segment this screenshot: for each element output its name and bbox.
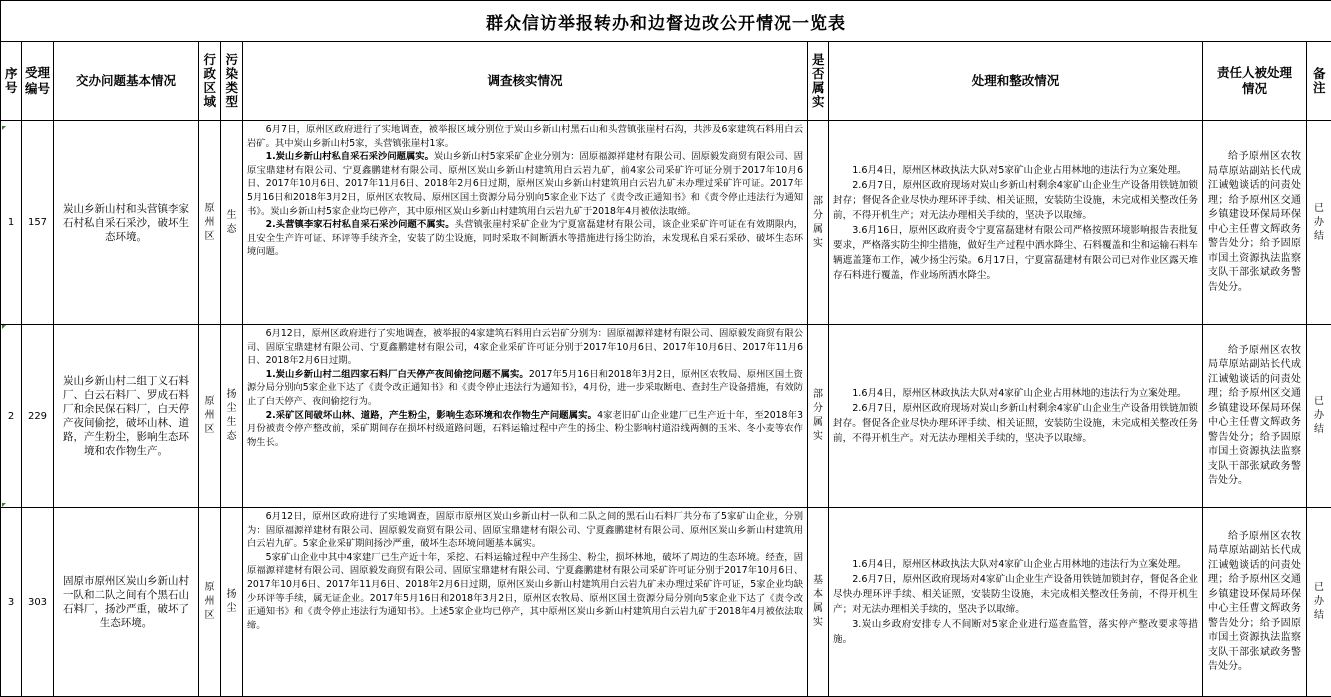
handling-item: 1.6月4日，原州区林政执法大队对5家矿山企业占用林地的违法行为立案处理。 — [833, 163, 1198, 178]
investigation-paragraph: 6月12日，原州区政府进行了实地调查，被举报的4家建筑石料用白云岩矿分别为：固原福源祥建材有限公司、固原毅发商贸有限公司、固原宝鼎建材有限公司、宁夏鑫鹏建材有限公司，4家企业采矿许可证分别于2017年10月6日、2017年10月6日、2017年11月6日、2018年2月6日过期。 — [247, 327, 803, 368]
row-handling — [829, 325, 1203, 508]
row-ptype: 生态 — [221, 121, 243, 325]
cell-comment-marker — [2, 325, 6, 329]
row-responsible: 给予原州区农牧局草原站副站长代成江诫勉谈话的问责处理；给予原州区交通乡镇建设环保局环保中心主任曹文辉政务警告处分；给予固原市国土资源执法监察支队干部张斌政务警告处分。 — [1203, 508, 1307, 697]
handling-item: 2.6月7日，原州区政府现场对炭山乡新山村剩余4家矿山企业生产设备用铁链加锁封存；督促各企业尽快办理环评手续、相关证照，安装防尘设施，未完成相关整改任务前，不得开机生产；对无法办理相关手续的，坚决予以取缔。 — [833, 178, 1198, 223]
row-investigation — [243, 508, 808, 697]
row-code: 157 — [22, 121, 54, 325]
row-verified: 部分属实 — [808, 121, 829, 325]
row-basic: 炭山乡新山村二组丁义石料厂、白云石料厂、罗成石料厂和余民保石料厂，白天停产夜间偷挖，破坏山林、道路，产生粉尘，影响生态环境和农作物生产。 — [54, 325, 199, 508]
row-verified: 基本属实 — [808, 508, 829, 697]
row-handling — [829, 121, 1203, 325]
row-ptype: 扬尘生态 — [221, 325, 243, 508]
header-code: 受理编号 — [22, 42, 54, 121]
handling-item: 2.6月7日，原州区政府现场对4家矿山企业生产设备用铁链加锁封存，督促各企业尽快办理环评手续、相关证照，安装防尘设施，未完成相关整改任务前，不得开机生产；对无法办理相关手续的，坚决予以取缔。 — [833, 572, 1198, 617]
header-investigation: 调查核实情况 — [243, 42, 808, 121]
row-code: 303 — [22, 508, 54, 697]
handling-item: 2.6月7日，原州区政府现场对炭山乡新山村剩余4家矿山企业生产设备用铁链加锁封存。督促各企业尽快办理环评手续、相关证照，安装防尘设施，未完成相关整改任务前，不得开机生产。对无法办理相关手续的，坚决予以取缔。 — [833, 401, 1198, 446]
row-investigation — [243, 121, 808, 325]
header-region: 行政区域 — [199, 42, 221, 121]
row-verified: 部分属实 — [808, 325, 829, 508]
page-title: 群众信访举报转办和边督边改公开情况一览表 — [1, 1, 1331, 42]
investigation-paragraph: 6月7日，原州区政府进行了实地调查，被举报区域分别位于炭山乡新山村黑石山和头营镇张崖村石沟，共涉及6家建筑石料用白云岩矿。其中炭山乡新山村5家，头营镇张崖村1家。 — [247, 123, 803, 150]
row-basic: 固原市原州区炭山乡新山村一队和二队之间有个黑石山石料厂，扬沙严重，破坏了生态环境。 — [54, 508, 199, 697]
cell-comment-marker — [2, 126, 6, 130]
handling-item: 1.6月4日，原州区林政执法大队对4家矿山企业占用林地的违法行为立案处理。 — [833, 557, 1198, 572]
row-seq: 2 — [1, 325, 22, 508]
row-region: 原州区 — [199, 508, 221, 697]
row-basic: 炭山乡新山村和头营镇李家石村私自采石采沙，破坏生态环境。 — [54, 121, 199, 325]
header-handling: 处理和整改情况 — [829, 42, 1203, 121]
row-code: 229 — [22, 325, 54, 508]
row-remarks: 已办结 — [1307, 121, 1331, 325]
row-region: 原州区 — [199, 121, 221, 325]
investigation-paragraph: 1.炭山乡新山村私自采石采沙问题属实。炭山乡新山村5家采矿企业分别为：固原福源祥建材有限公司、固原毅发商贸有限公司、固原宝鼎建材有限公司、宁夏鑫鹏建材有限公司、原州区炭山乡新山村建筑用白云岩九矿，前4家公司采矿许可证分别于2017年10月6日、2017年10月6日、2017年11月6日、2018年2月6日过期，原州区炭山乡新山村建筑用白云岩九矿未办理过采矿许可证。2017年5月16日和2018年3月2日，原州区农牧局、原州区国土资源分局分别向5家企业下达了《责令改正通知书》和《责令停止违法行为通知书》。炭山乡新山村5家企业均已停产，其中原州区炭山乡新山村建筑用白云岩九矿于2018年4月被依法取缔。 — [247, 150, 803, 218]
investigation-paragraph: 1.炭山乡新山村二组四家石料厂白天停产夜间偷挖问题不属实。2017年5月16日和2018年3月2日，原州区农牧局、原州区国土资源分局分别向5家企业下达了《责令改正通知书》和《责令停止违法行为通知书》，4月份，进一步采取断电、查封生产设备措施，有效防止了白天停产、夜间偷挖行为。 — [247, 368, 803, 409]
cell-comment-marker — [2, 503, 6, 507]
row-seq: 3 — [1, 508, 22, 697]
handling-item: 3.炭山乡政府安排专人不间断对5家企业进行巡查监管，落实停产整改要求等措施。 — [833, 617, 1198, 647]
row-remarks: 已办结 — [1307, 325, 1331, 508]
row-seq: 1 — [1, 121, 22, 325]
header-row — [1, 42, 1331, 121]
handling-item: 3.6月16日，原州区政府责令宁夏富磊建材有限公司严格按照环境影响报告表批复要求，严格落实防尘抑尘措施，做好生产过程中洒水降尘、石料覆盖和尘和运输石料车辆遮盖篷布工作，减少扬尘污染。6月17日，宁夏富磊建材有限公司已对作业区露天堆存石料进行覆盖，作业场所洒水降尘。 — [833, 223, 1198, 283]
investigation-paragraph: 6月12日，原州区政府进行了实地调查，固原市原州区炭山乡新山村一队和二队之间的黑石山石料厂共分布了5家矿山企业，分别为：固原福源祥建材有限公司、固原毅发商贸有限公司、固原宝鼎建材有限公司、宁夏鑫鹏建材有限公司、原州区炭山乡新山村建筑用白云岩九矿。5家企业采矿期间扬沙严重，破坏生态环境问题基本属实。 — [247, 510, 803, 551]
investigation-paragraph: 2.采矿区间破坏山林、道路，产生粉尘，影响生态环境和农作物生产问题属实。4家老旧矿山企业建厂已生产近十年，至2018年3月份被责令停产整改前，采矿期间存在损坏村级道路问题，石料运输过程中产生的扬尘、粉尘影响村道沿线两侧的玉米、冬小麦等农作物生长。 — [247, 409, 803, 450]
header-seq: 序号 — [1, 42, 22, 121]
row-ptype: 扬尘 — [221, 508, 243, 697]
table-row — [1, 121, 1331, 325]
row-remarks: 已办结 — [1307, 508, 1331, 697]
table-row — [1, 508, 1331, 697]
investigation-paragraph: 5家矿山企业中其中4家建厂已生产近十年，采挖、石料运输过程中产生扬尘、粉尘，损坏林地，破坏了周边的生态环境。经查，固原福源祥建材有限公司、固原毅发商贸有限公司、固原宝鼎建材有限公司、宁夏鑫鹏建材有限公司采矿许可证分别于2017年10月6日、2017年10月6日、2017年11月6日、2018年2月6日过期，原州区炭山乡新山村建筑用白云岩九矿未办理过采矿许可证，5家企业均缺少环评等手续，属无证企业。2017年5月16日和2018年3月2日，原州区农牧局、原州区国土资源分局分别向5家企业下达了《责令改正通知书》和《责令停止违法行为通知书》。上述5家企业均已停产，其中原州区炭山乡新山村建筑用白云岩九矿于2018年4月被依法取缔。 — [247, 551, 803, 633]
investigation-paragraph: 2.头营镇李家石村私自采石采沙问题不属实。头营镇张崖村采矿企业为宁夏富磊建材有限公司，该企业采矿许可证在有效期限内，且安全生产许可证、环评等手续齐全，安装了防尘设施，同时采取不间断洒水等措施进行扬尘防治，未发现私自采石采砂、破坏生态环境问题。 — [247, 218, 803, 259]
header-verified: 是否属实 — [808, 42, 829, 121]
header-responsible: 责任人被处理情况 — [1203, 42, 1307, 121]
table-row — [1, 325, 1331, 508]
row-region: 原州区 — [199, 325, 221, 508]
header-ptype: 污染类型 — [221, 42, 243, 121]
header-basic: 交办问题基本情况 — [54, 42, 199, 121]
row-responsible: 给予原州区农牧局草原站副站长代成江诫勉谈话的问责处理；给予原州区交通乡镇建设环保局环保中心主任曹文辉政务警告处分；给予固原市国土资源执法监察支队干部张斌政务警告处分。 — [1203, 325, 1307, 508]
handling-item: 1.6月4日，原州区林政执法大队对4家矿山企业占用林地的违法行为立案处理。 — [833, 386, 1198, 401]
row-investigation — [243, 325, 808, 508]
row-handling — [829, 508, 1203, 697]
header-remarks: 备注 — [1307, 42, 1331, 121]
row-responsible: 给予原州区农牧局草原站副站长代成江诫勉谈话的问责处理；给予原州区交通乡镇建设环保局环保中心主任曹文辉政务警告处分；给予固原市国土资源执法监察支队干部张斌政务警告处分。 — [1203, 121, 1307, 325]
